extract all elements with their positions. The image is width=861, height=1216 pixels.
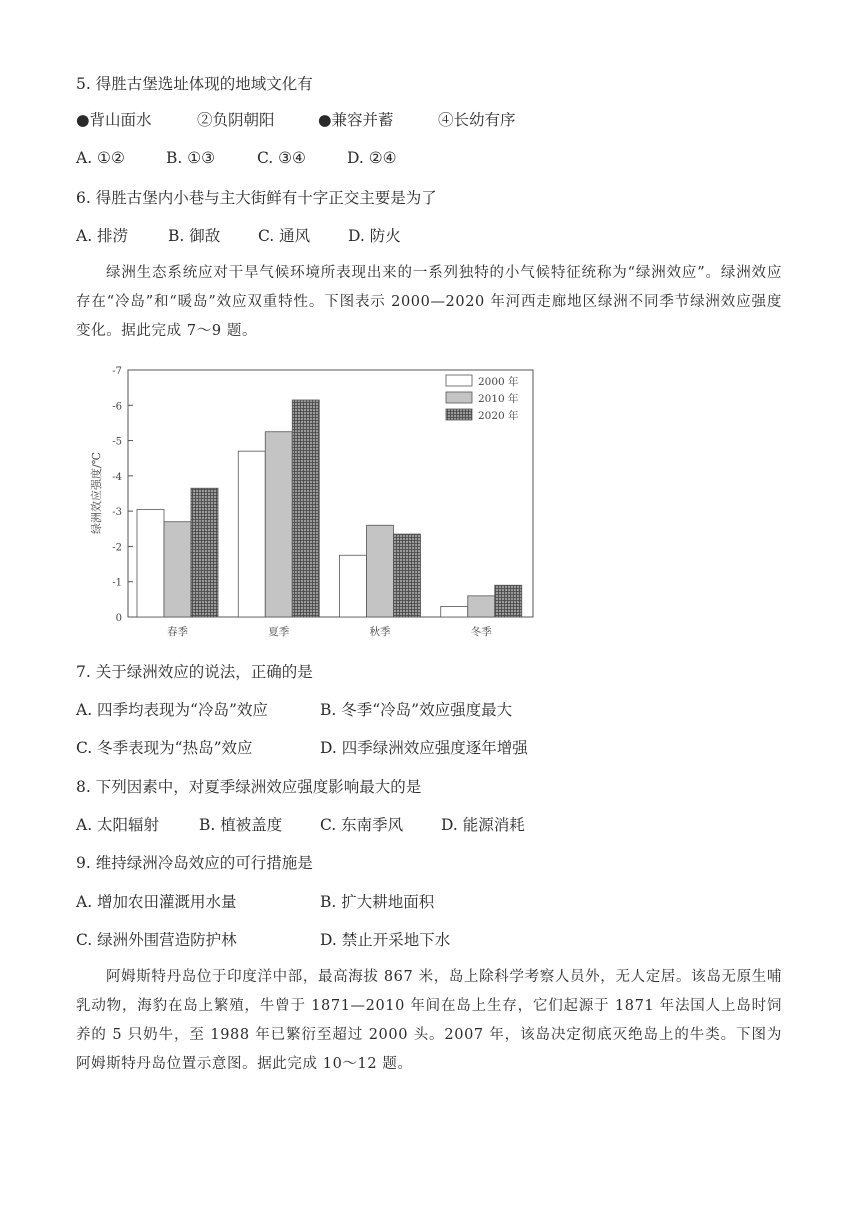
q6-option-c: C. 通风	[258, 227, 311, 245]
q9-option-d: D. 禁止开采地下水	[320, 931, 451, 949]
legend-swatch	[446, 375, 472, 386]
q7-option-a: A. 四季均表现为“冷岛”效应	[76, 701, 268, 719]
q6-option-d: D. 防火	[348, 227, 401, 245]
q5-item-1: ●背山面水	[76, 111, 152, 129]
y-tick-label: -3	[112, 507, 122, 519]
legend-label: 2010 年	[478, 393, 519, 405]
y-tick-label: -5	[112, 436, 122, 448]
q8-option-d: D. 能源消耗	[441, 816, 525, 834]
bar-春季-2000年	[137, 509, 164, 617]
oasis-effect-bar-chart	[0, 360, 861, 660]
q8-option-a: A. 太阳辐射	[76, 816, 160, 834]
bar-冬季-2000年	[441, 606, 468, 617]
legend-label: 2020 年	[478, 410, 519, 422]
bar-夏季-2000年	[238, 451, 265, 617]
q8-option-b: B. 植被盖度	[199, 816, 283, 834]
q6-option-b: B. 御敌	[168, 227, 221, 245]
bar-春季-2010年	[164, 522, 191, 617]
y-tick-label: -6	[112, 401, 122, 413]
q8-stem: 8. 下列因素中，对夏季绿洲效应强度影响最大的是	[76, 778, 422, 796]
passage-oasis-effect: 绿洲生态系统应对干旱气候环境所表现出来的一系列独特的小气候特征统称为“绿洲效应”。绿洲效应存在“冷岛”和“暖岛”效应双重特性。下图表示 2000—2020 年河西走廊地区绿洲不同季节绿洲效应强度变化。据此完成 7～9 题。	[76, 265, 782, 339]
q9-stem: 9. 维持绿洲冷岛效应的可行措施是	[76, 854, 313, 872]
q5-option-a: A. ①②	[76, 149, 125, 167]
y-tick-label: -1	[112, 577, 122, 589]
y-tick-label: -2	[112, 542, 122, 554]
bar-冬季-2020年	[495, 585, 522, 617]
q5-item-3: ●兼容并蓄	[318, 111, 394, 129]
q5-option-c: C. ③④	[257, 149, 306, 167]
bar-秋季-2020年	[394, 534, 421, 617]
bar-秋季-2000年	[340, 555, 367, 617]
y-tick-label: -7	[112, 366, 122, 377]
q6-stem: 6. 得胜古堡内小巷与主大街鲜有十字正交主要是为了	[76, 189, 437, 207]
passage-amsterdam-island: 阿姆斯特丹岛位于印度洋中部，最高海拔 867 米，岛上除科学考察人员外，无人定居。该岛无原生哺乳动物，海豹在岛上繁殖，牛曾于 1871—2010 年间在岛上生存，它们起源于 1871 年法国人上岛时饲养的 5 只奶牛，至 1988 年已繁衍至超过 2000 头。2007 年，该岛决定彻底灭绝岛上的牛类。下图为阿姆斯特丹岛位置示意图。据此完成 10～12 题。	[76, 969, 782, 1072]
y-tick-label: 0	[115, 613, 122, 624]
q7-option-b: B. 冬季“冷岛”效应强度最大	[320, 701, 513, 719]
legend-swatch	[446, 409, 472, 420]
x-category-label: 冬季	[470, 626, 492, 638]
x-category-label: 秋季	[369, 626, 391, 638]
q5-stem: 5. 得胜古堡选址体现的地域文化有	[76, 75, 313, 93]
x-category-label: 春季	[167, 626, 188, 638]
q7-stem: 7. 关于绿洲效应的说法，正确的是	[76, 663, 313, 681]
bar-夏季-2010年	[265, 432, 292, 617]
q9-option-c: C. 绿洲外围营造防护林	[76, 931, 237, 949]
q5-option-d: D. ②④	[347, 149, 397, 167]
q6-option-a: A. 排涝	[76, 227, 129, 245]
bar-春季-2020年	[191, 488, 218, 617]
bar-夏季-2020年	[292, 400, 319, 617]
x-category-label: 夏季	[268, 626, 290, 638]
bar-冬季-2010年	[468, 596, 495, 617]
q9-option-a: A. 增加农田灌溉用水量	[76, 893, 237, 911]
q8-option-c: C. 东南季风	[320, 816, 404, 834]
chart-y-axis-label: 绿洲效应强度/℃	[90, 451, 103, 535]
bar-秋季-2010年	[367, 525, 394, 617]
q9-option-b: B. 扩大耕地面积	[320, 893, 435, 911]
q5-option-b: B. ①③	[166, 149, 216, 167]
legend-swatch	[446, 392, 472, 403]
q5-item-2: ②负阴朝阳	[197, 111, 275, 129]
y-tick-label: -4	[112, 471, 122, 483]
q7-option-c: C. 冬季表现为“热岛”效应	[76, 739, 253, 757]
legend-label: 2000 年	[478, 376, 519, 388]
q7-option-d: D. 四季绿洲效应强度逐年增强	[320, 739, 528, 757]
q5-item-4: ④长幼有序	[438, 111, 516, 129]
